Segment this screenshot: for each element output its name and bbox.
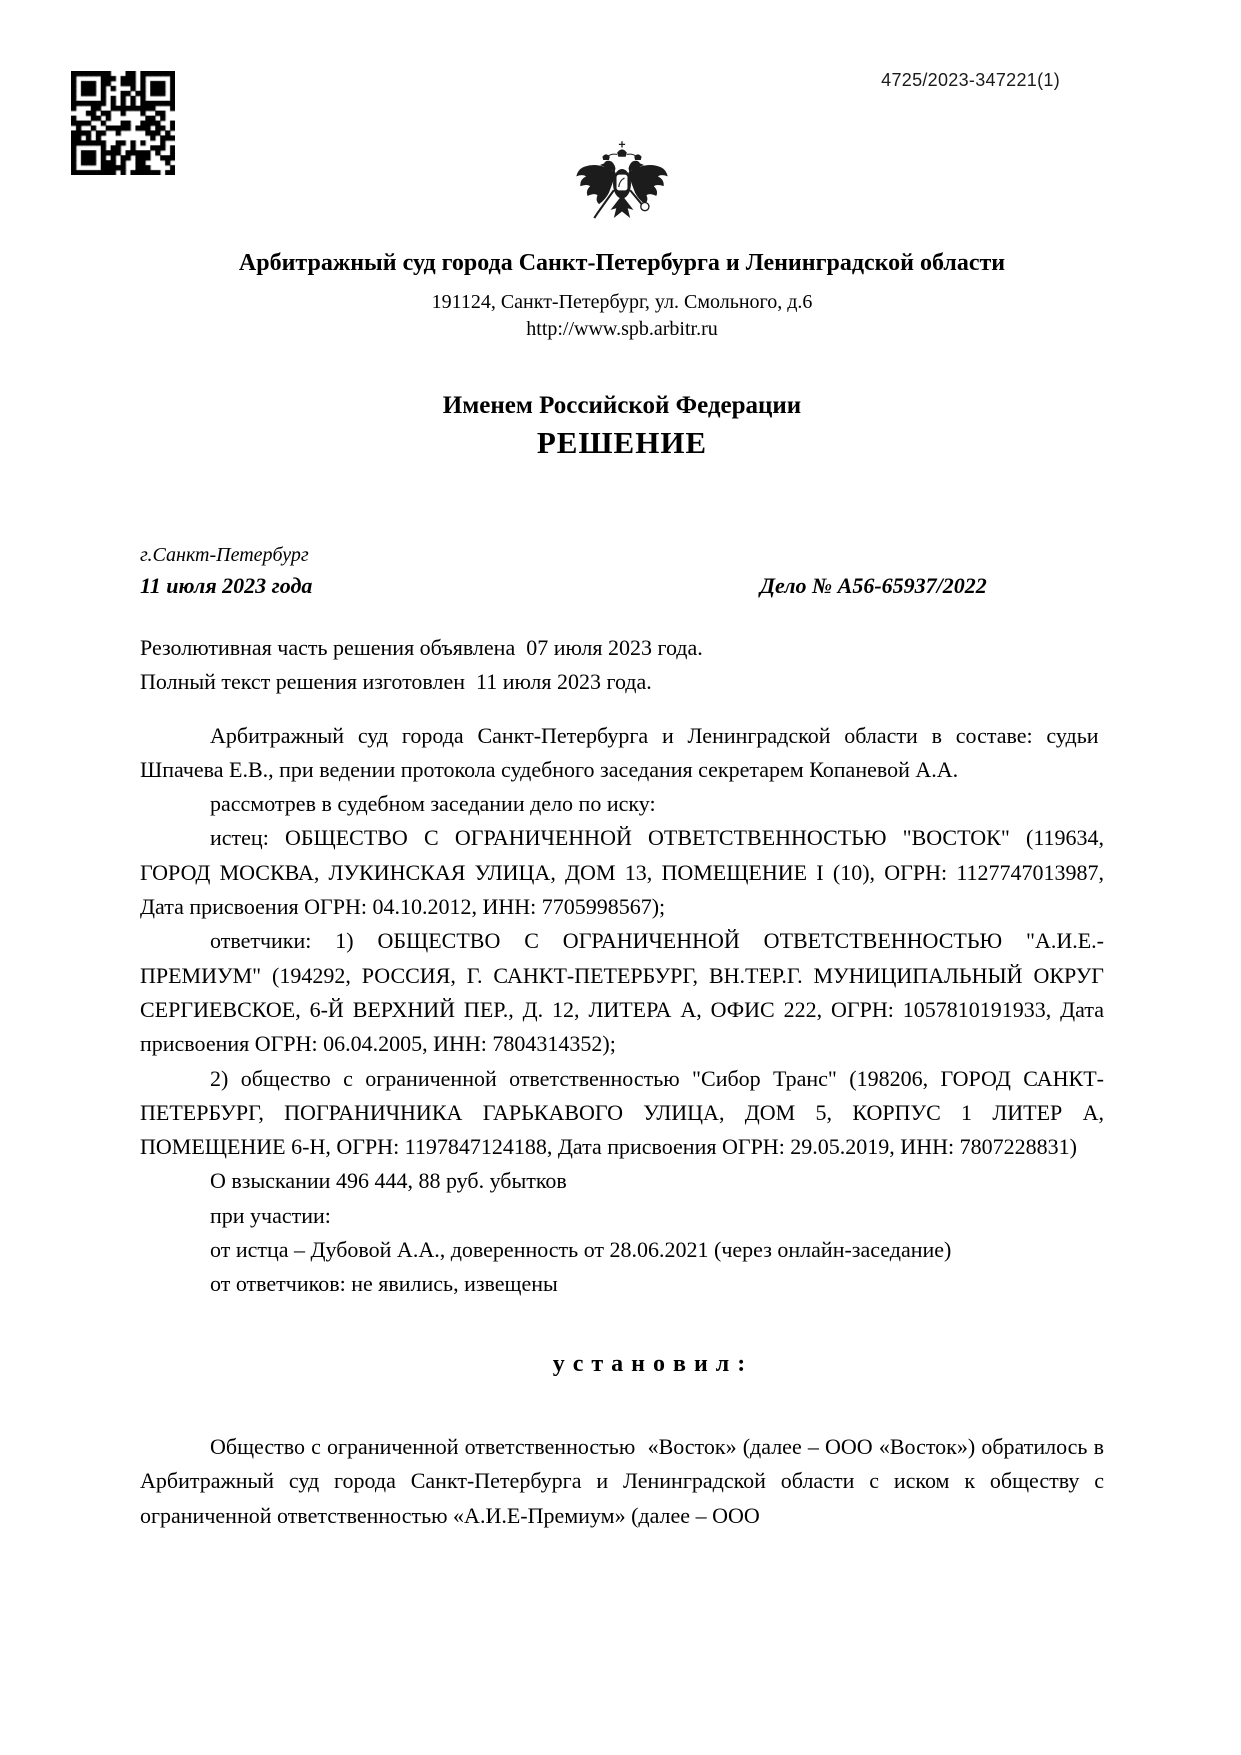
- facts-paragraph-1: Общество с ограниченной ответственностью «Восток» (далее – ООО «Восток») обратилось в Арбитражный суд города Санкт-Петербурга и Ленинградской области с иском к обществу с ограниченной ответственностью «А.И.Е-Премиум» (далее – ООО: [140, 1433, 1104, 1528]
- plaintiff-paragraph: истец: ОБЩЕСТВО С ОГРАНИЧЕННОЙ ОТВЕТСТВЕННОСТЬЮ "ВОСТОК" (119634, ГОРОД МОСКВА, ЛУКИНСКАЯ УЛИЦА, ДОМ 13, ПОМЕЩЕНИЕ I (10), ОГРН: 1127747013987, Дата присвоения ОГРН: 04.10.2012, ИНН: 7705998567);: [140, 825, 1104, 920]
- case-number: Дело № А56-65937/2022: [760, 573, 987, 598]
- court-name: Арбитражный суд города Санкт-Петербурга и Ленинградской области: [238, 250, 1006, 276]
- in-the-name-heading: Именем Российской Федерации: [442, 392, 802, 419]
- document-number: 4725/2023-347221(1): [881, 70, 1060, 90]
- court-website: http://www.spb.arbitr.ru: [526, 318, 718, 340]
- established-heading: у с т а н о в и л :: [552, 1350, 747, 1377]
- russia-coat-of-arms-icon: [140, 130, 1104, 249]
- decision-heading: РЕШЕНИЕ: [536, 425, 708, 460]
- attendance-line: при участии:: [210, 1202, 331, 1228]
- considered-line: рассмотрев в судебном заседании дело по иску:: [210, 791, 656, 817]
- resolution-announced-line: Резолютивная часть решения объявлена 07 июля 2023 года.: [140, 635, 703, 660]
- claim-line: О взыскании 496 444, 88 руб. убытков: [210, 1168, 567, 1194]
- from-defendants-line: от ответчиков: не явились, извещены: [210, 1271, 558, 1297]
- defendant-1-paragraph: ответчики: 1) ОБЩЕСТВО С ОГРАНИЧЕННОЙ ОТВЕТСТВЕННОСТЬЮ "А.И.Е.-ПРЕМИУМ" (194292, РОССИЯ, Г. САНКТ-ПЕТЕРБУРГ, ВН.ТЕР.Г. МУНИЦИПАЛЬНЫЙ ОКРУГ СЕРГИЕВСКОЕ, 6-Й ВЕРХНИЙ ПЕР., Д. 12, ЛИТЕРА А, ОФИС 222, ОГРН: 1057810191933, Дата присвоения ОГРН: 06.04.2005, ИНН: 7804314352);: [140, 928, 1104, 1057]
- from-plaintiff-line: от истца – Дубовой А.А., доверенность от 28.06.2021 (через онлайн-заседание): [210, 1237, 952, 1263]
- defendant-2-paragraph: 2) общество с ограниченной ответственностью "Сибор Транс" (198206, ГОРОД САНКТ-ПЕТЕРБУРГ, ПОГРАНИЧНИКА ГАРЬКАВОГО УЛИЦА, ДОМ 5, КОРПУС 1 ЛИТЕР А, ПОМЕЩЕНИЕ 6-Н, ОГРН: 1197847124188, Дата присвоения ОГРН: 29.05.2019, ИНН: 7807228831): [140, 1065, 1104, 1160]
- decision-body: [140, 631, 1104, 1533]
- place-line: г.Санкт-Петербург: [140, 544, 309, 566]
- decision-date: 11 июля 2023 года: [140, 573, 313, 598]
- court-composition-paragraph: Арбитражный суд города Санкт-Петербурга и Ленинградской области в составе: судьи Шпачева Е.В., при ведении протокола судебного заседания секретарем Копаневой А.А.: [140, 722, 1104, 782]
- date-case-row: [140, 573, 1104, 603]
- full-text-line: Полный текст решения изготовлен 11 июля 2023 года.: [140, 669, 652, 695]
- court-address: 191124, Санкт-Петербург, ул. Смольного, д.6: [431, 291, 813, 313]
